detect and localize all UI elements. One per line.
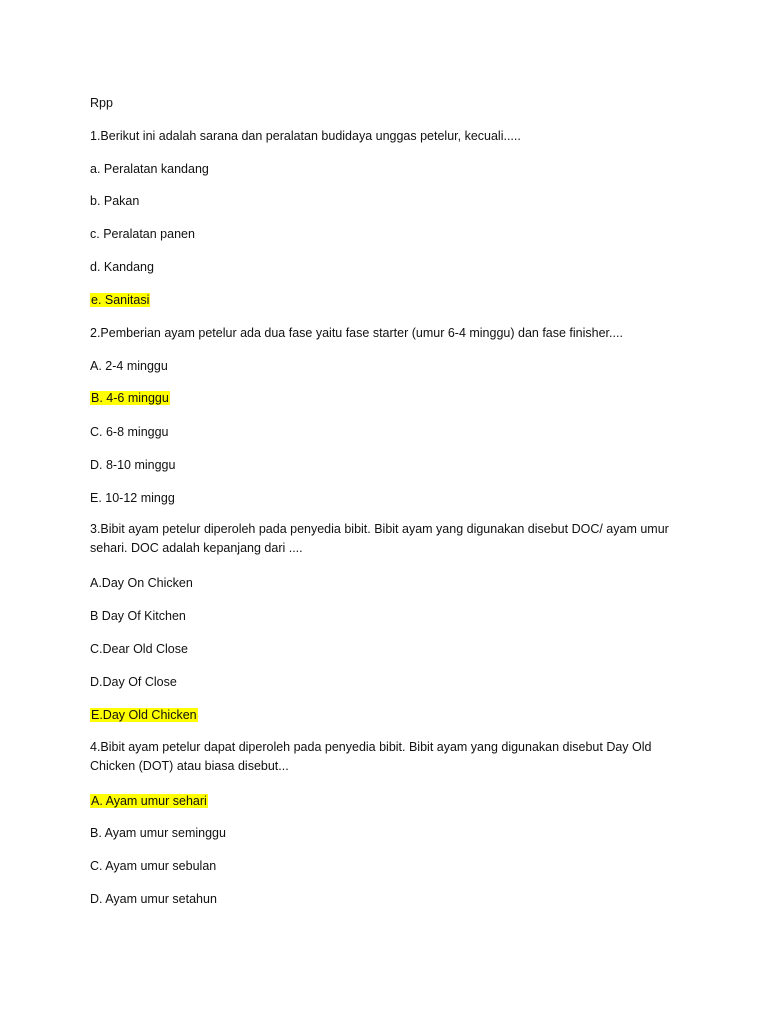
q4-option-c: C. Ayam umur sebulan: [90, 859, 217, 873]
q1-option-d: d. Kandang: [90, 260, 154, 274]
doc-title: Rpp: [90, 96, 113, 110]
q1-option-b: b. Pakan: [90, 194, 140, 208]
question-1: 1.Berikut ini adalah sarana dan peralatan budidaya unggas petelur, kecuali.....: [90, 129, 521, 143]
q1-option-a: a. Peralatan kandang: [90, 162, 209, 176]
question-2: 2.Pemberian ayam petelur ada dua fase yaitu fase starter (umur 6-4 minggu) dan fase finisher....: [90, 326, 623, 340]
q2-answer-highlight: [90, 390, 170, 406]
question-3: 3.Bibit ayam petelur diperoleh pada penyedia bibit. Bibit ayam yang digunakan disebut DOC/ ayam umur sehari. DOC adalah kepanjang dari ....: [90, 522, 669, 555]
q3-option-b: B Day Of Kitchen: [90, 609, 186, 623]
q1-option-c: c. Peralatan panen: [90, 227, 195, 241]
q2-option-e: E. 10-12 mingg: [90, 491, 175, 505]
q3-option-c: C.Dear Old Close: [90, 642, 188, 656]
q2-option-d: D. 8-10 minggu: [90, 458, 176, 472]
q4-option-a: A. Ayam umur sehari: [91, 794, 207, 808]
q3-option-e: E.Day Old Chicken: [91, 708, 197, 722]
q3-option-a: A.Day On Chicken: [90, 576, 193, 590]
q2-option-c: C. 6-8 minggu: [90, 425, 169, 439]
q3-option-d: D.Day Of Close: [90, 675, 177, 689]
q1-option-e: e. Sanitasi: [91, 293, 150, 307]
q2-option-a: A. 2-4 minggu: [90, 359, 168, 373]
q1-answer-highlight: [90, 292, 150, 308]
q3-answer-highlight: [90, 707, 198, 723]
q4-option-b: B. Ayam umur seminggu: [90, 826, 226, 840]
q2-option-b: B. 4-6 minggu: [91, 391, 169, 405]
q4-answer-highlight: [90, 793, 208, 809]
question-4: 4.Bibit ayam petelur dapat diperoleh pada penyedia bibit. Bibit ayam yang digunakan disebut Day Old Chicken (DOT) atau biasa disebut...: [90, 740, 652, 773]
q4-option-d: D. Ayam umur setahun: [90, 892, 217, 906]
